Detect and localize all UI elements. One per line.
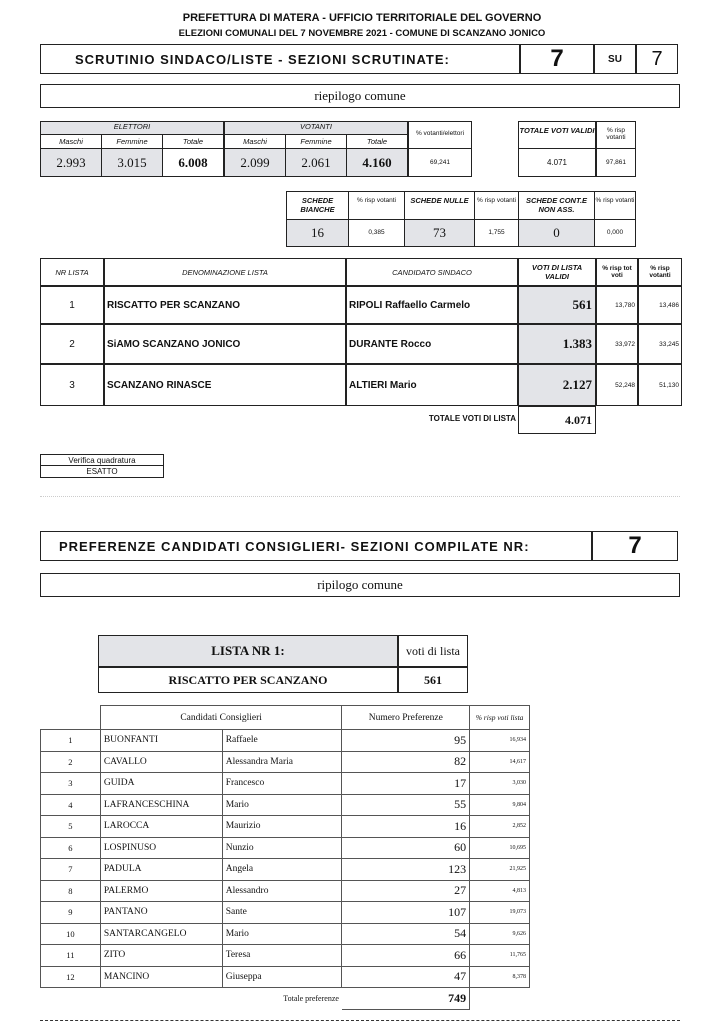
votanti-pct: 69,241 (430, 159, 450, 166)
candidato-cognome: LAROCCA (100, 816, 222, 838)
schede-contestate: 0 (519, 220, 595, 246)
lista-row-2-cand: DURANTE Rocco (346, 324, 518, 364)
lista-row-3-voti: 2.127 (518, 364, 596, 406)
votanti-femmine-label: Femmine (286, 135, 347, 149)
liste-col-den: DENOMINAZIONE LISTA (104, 258, 346, 286)
candidato-cognome: MANCINO (100, 966, 222, 988)
schede-nulle: 73 (405, 220, 475, 246)
candidato-nr: 12 (41, 966, 101, 988)
header-line1: PREFETTURA DI MATERA - UFFICIO TERRITORIALE DEL GOVERNO (182, 12, 542, 24)
verifica-value: ESATTO (86, 467, 118, 476)
totale-preferenze: 749 (342, 988, 470, 1010)
candidato-nr: 4 (41, 794, 101, 816)
candidato-preferenze: 66 (342, 945, 470, 967)
schede-bianche-label: SCHEDE BIANCHE (287, 192, 349, 220)
candidato-nome: Raffaele (222, 730, 342, 752)
candidato-preferenze: 123 (342, 859, 470, 881)
schede-contestate-pct: 0,000 (606, 229, 624, 236)
candidato-row (41, 794, 530, 816)
candidato-row (41, 880, 530, 902)
voti-validi-pct-label: % risp votanti (597, 122, 635, 149)
liste-col-cand: CANDIDATO SINDACO (346, 258, 518, 286)
candidato-row (41, 945, 530, 967)
lista-voti-label: voti di lista (398, 635, 468, 667)
lista-voti: 561 (398, 667, 468, 693)
votanti-totale-label: Totale (347, 135, 407, 149)
voti-validi-pct: 97,861 (606, 159, 626, 166)
candidato-nome: Alessandro (222, 880, 342, 902)
sections-done: 7 (520, 44, 594, 74)
schede-bianche-pct: 0,385 (349, 220, 405, 246)
votanti-box (224, 121, 408, 177)
candidato-cognome: LOSPINUSO (100, 837, 222, 859)
candidato-cognome: BUONFANTI (100, 730, 222, 752)
votanti-title: VOTANTI (225, 122, 407, 135)
elettori-maschi-label: Maschi (41, 135, 102, 149)
liste-col-nr: NR LISTA (40, 258, 104, 286)
candidato-nr: 2 (41, 751, 101, 773)
candidato-pct: 11,765 (470, 945, 530, 967)
candidato-pct: 16,934 (470, 730, 530, 752)
candidato-pct: 9,626 (470, 923, 530, 945)
votanti-maschi: 2.099 (225, 149, 286, 176)
candidato-preferenze: 17 (342, 773, 470, 795)
schede-bianche: 16 (287, 220, 349, 246)
candidato-row (41, 730, 530, 752)
candidato-nr: 1 (41, 730, 101, 752)
candidato-nome: Nunzio (222, 837, 342, 859)
candidato-nr: 5 (41, 816, 101, 838)
candidato-preferenze: 54 (342, 923, 470, 945)
candidato-nr: 6 (41, 837, 101, 859)
candidato-nome: Alessandra Maria (222, 751, 342, 773)
candidato-nome: Sante (222, 902, 342, 924)
candidato-row (41, 902, 530, 924)
candidato-nome: Angela (222, 859, 342, 881)
scrutinio-banner (40, 44, 520, 74)
schede-contestate-pct-label: % risp votanti (595, 192, 635, 220)
candidato-nome: Mario (222, 794, 342, 816)
voti-validi-label: TOTALE VOTI VALIDI (519, 122, 595, 149)
candidato-nome: Francesco (222, 773, 342, 795)
voti-validi-pct-box (596, 121, 636, 177)
candidato-row (41, 923, 530, 945)
candidato-preferenze: 27 (342, 880, 470, 902)
verifica-label: Verifica quadratura (41, 455, 163, 466)
candidato-nr: 9 (41, 902, 101, 924)
elettori-box (40, 121, 224, 177)
elettori-totale: 6.008 (178, 155, 208, 170)
lista-row-1-voti: 561 (518, 286, 596, 324)
elettori-maschi: 2.993 (41, 149, 102, 176)
candidato-pct: 10,695 (470, 837, 530, 859)
lista-row-1-pct-tot: 13,780 (596, 286, 638, 324)
candidato-preferenze: 107 (342, 902, 470, 924)
separator-dotted (40, 496, 680, 497)
candidato-pct: 2,852 (470, 816, 530, 838)
preferenze-sections: 7 (592, 531, 678, 561)
votanti-pct-label: % votanti/elettori (409, 122, 471, 149)
candidato-cognome: PALERMO (100, 880, 222, 902)
candidato-nr: 10 (41, 923, 101, 945)
schede-nulle-pct: 1,755 (475, 220, 519, 246)
lista-name: RISCATTO PER SCANZANO (98, 667, 398, 693)
candidato-row (41, 966, 530, 988)
header-line2: ELEZIONI COMUNALI DEL 7 NOVEMBRE 2021 - COMUNE DI SCANZANO JONICO (178, 28, 546, 39)
candidato-pct: 19,073 (470, 902, 530, 924)
candidato-row (41, 837, 530, 859)
candidato-cognome: LAFRANCESCHINA (100, 794, 222, 816)
candidato-pct: 21,925 (470, 859, 530, 881)
candidato-nome: Maurizio (222, 816, 342, 838)
candidato-preferenze: 82 (342, 751, 470, 773)
lista-row-1-nr: 1 (40, 286, 104, 324)
candidato-nome: Teresa (222, 945, 342, 967)
votanti-totale: 4.160 (347, 149, 407, 176)
candidato-nr: 3 (41, 773, 101, 795)
candidato-preferenze: 55 (342, 794, 470, 816)
lista-row-3-pct-tot: 52,248 (596, 364, 638, 406)
candidati-col-cand: Candidati Consiglieri (100, 706, 342, 730)
liste-totale: 4.071 (518, 406, 596, 434)
lista-row-3-name: SCANZANO RINASCE (104, 364, 346, 406)
candidato-row (41, 816, 530, 838)
candidato-cognome: GUIDA (100, 773, 222, 795)
riepilogo-comune: riepilogo comune (40, 84, 680, 108)
schede-box (286, 191, 636, 247)
elettori-title: ELETTORI (41, 122, 223, 135)
liste-col-voti: VOTI DI LISTA VALIDI (518, 258, 596, 286)
candidato-row (41, 859, 530, 881)
candidato-pct: 9,804 (470, 794, 530, 816)
candidato-cognome: PADULA (100, 859, 222, 881)
votanti-maschi-label: Maschi (225, 135, 286, 149)
candidato-nome: Mario (222, 923, 342, 945)
lista-row-2-nr: 2 (40, 324, 104, 364)
votanti-pct-box (408, 121, 472, 177)
liste-col-pct-vot: % risp votanti (638, 258, 682, 286)
elettori-femmine-label: Femmine (102, 135, 163, 149)
schede-nulle-pct-label: % risp votanti (475, 192, 519, 220)
lista-row-1-pct-vot: 13,486 (638, 286, 682, 324)
voti-validi-box (518, 121, 596, 177)
candidato-row (41, 773, 530, 795)
sections-total: 7 (636, 44, 678, 74)
lista-row-1-cand: RIPOLI Raffaello Carmelo (346, 286, 518, 324)
candidati-table (40, 705, 530, 1010)
candidato-preferenze: 16 (342, 816, 470, 838)
lista-row-3-nr: 3 (40, 364, 104, 406)
liste-col-pct-tot: % risp tot voti (596, 258, 638, 286)
lista-row-2-voti: 1.383 (518, 324, 596, 364)
candidato-cognome: PANTANO (100, 902, 222, 924)
candidato-preferenze: 95 (342, 730, 470, 752)
candidato-cognome: SANTARCANGELO (100, 923, 222, 945)
voti-validi-value: 4.071 (546, 158, 568, 167)
candidato-preferenze: 47 (342, 966, 470, 988)
schede-contestate-label: SCHEDE CONT.E NON ASS. (519, 192, 595, 220)
elettori-femmine: 3.015 (102, 149, 163, 176)
liste-totale-label: TOTALE VOTI DI LISTA (428, 414, 516, 423)
su-label: SU (594, 44, 636, 74)
candidato-row (41, 751, 530, 773)
preferenze-title: PREFERENZE CANDIDATI CONSIGLIERI- SEZIONI COMPILATE NR: (59, 538, 530, 554)
votanti-femmine: 2.061 (286, 149, 347, 176)
lista-row-1-name: RISCATTO PER SCANZANO (104, 286, 346, 324)
lista-nr-label: LISTA NR 1: (98, 635, 398, 667)
candidato-cognome: ZITO (100, 945, 222, 967)
lista-row-2-name: SiAMO SCANZANO JONICO (104, 324, 346, 364)
lista-row-3-cand: ALTIERI Mario (346, 364, 518, 406)
schede-nulle-label: SCHEDE NULLE (405, 192, 475, 220)
candidati-col-pct: % risp voti lista (470, 706, 530, 730)
candidato-nome: Giuseppa (222, 966, 342, 988)
lista-row-2-pct-vot: 33,245 (638, 324, 682, 364)
candidato-preferenze: 60 (342, 837, 470, 859)
lista-row-2-pct-tot: 33,972 (596, 324, 638, 364)
candidato-pct: 3,030 (470, 773, 530, 795)
candidato-pct: 8,378 (470, 966, 530, 988)
separator-dashed (40, 1020, 680, 1021)
scrutinio-title: SCRUTINIO SINDACO/LISTE - SEZIONI SCRUTINATE: (75, 51, 450, 67)
elettori-totale-label: Totale (163, 135, 223, 149)
candidato-nr: 8 (41, 880, 101, 902)
preferenze-riepilogo: ripilogo comune (40, 573, 680, 597)
candidato-nr: 11 (41, 945, 101, 967)
candidato-nr: 7 (41, 859, 101, 881)
candidati-col-pref: Numero Preferenze (342, 706, 470, 730)
preferenze-banner (40, 531, 592, 561)
schede-bianche-pct-label: % risp votanti (349, 192, 405, 220)
lista-row-3-pct-vot: 51,130 (638, 364, 682, 406)
candidato-pct: 14,617 (470, 751, 530, 773)
totale-preferenze-label: Totale preferenze (283, 994, 339, 1003)
candidato-pct: 4,813 (470, 880, 530, 902)
verifica-box (40, 454, 164, 478)
candidato-cognome: CAVALLO (100, 751, 222, 773)
